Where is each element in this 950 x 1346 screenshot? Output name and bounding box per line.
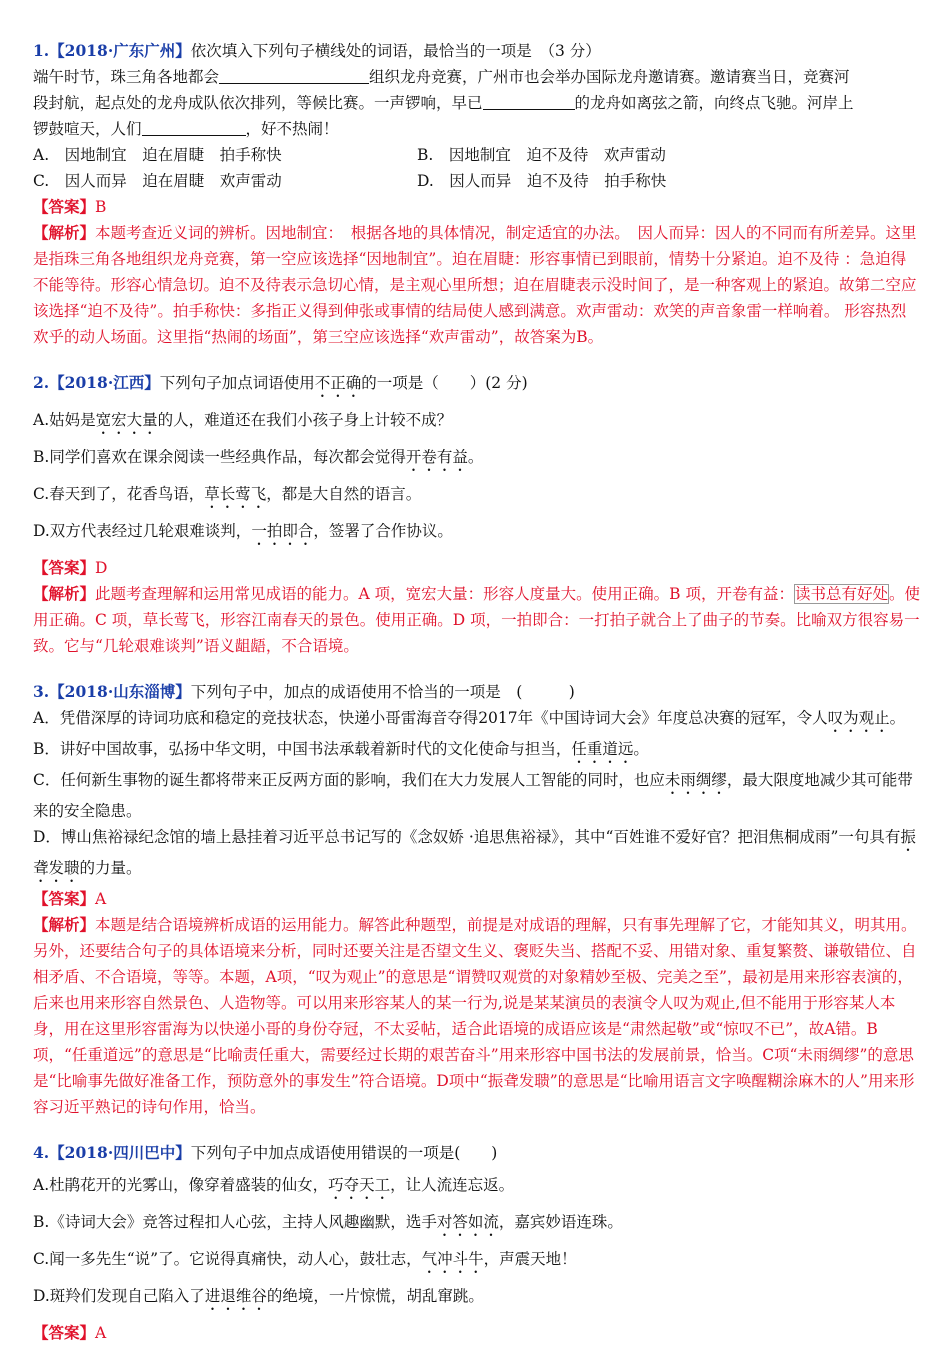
passage-text: 组织龙舟竞赛，广州市也会举办国际龙舟邀请赛。邀请赛当日，竞赛河 [369,68,850,86]
option-text: D．博山焦裕禄纪念馆的墙上悬挂着习近平总书记写的《念奴娇 ·追思焦裕禄》，其中“百姓谁不爱好官？把泪焦桐成雨”一句具有 [33,828,901,846]
answer-value: B [95,198,107,216]
dotted-idiom: 进退维谷 [204,1287,267,1305]
question-3 [33,679,921,1120]
option-text: ，签署了合作协议。 [313,522,453,540]
explanation-label: 【解析】 [33,915,96,934]
option-text: ，都是大自然的语言。 [266,485,422,503]
emphasized-word: 不正确 [314,374,362,392]
question-2-explanation [33,581,921,659]
explanation-label: 【解析】 [33,223,96,242]
question-1-options-row [33,142,921,168]
question-1-passage-line [33,90,921,116]
question-2-answer [33,555,921,581]
option-text: 。 [889,709,906,727]
option-text: C.闻一多先生“说”了。它说得真痛快，动人心，鼓壮志， [33,1250,422,1268]
explanation-text: 本题是结合语境辨析成语的运用能力。解答此种题型，前提是对成语的理解，只有事先理解了它，才能知其义，明其用。另外，还要结合句子的具体语境来分析，同时还要关注是否望文生义、褒贬失当、搭配不妥、用错对象、重复繁赘、谦敬错位、自相矛盾、不合语境，等等。本题，A项，“叹为观止”的意思是“谓赞叹观赏的对象精妙至极、完美之至”，最初是用来形容表演的，后来也用来形容自然景色、人造物等。可以用来形容某人的某一行为,说是某某演员的表演令人叹为观止,但不能用于形容某人本身，用在这里形容雷海为以快递小哥的身份夺冠，不太妥帖，适合此语境的成语应该是“肃然起敬”或“惊叹不已”，故A错。B项，“任重道远”的意思是“比喻责任重大，需要经过长期的艰苦奋斗”用来形容中国书法的发展前景，恰当。C项“未雨绸缪”的意思是“比喻事先做好准备工作，预防意外的事发生”符合语境。D项中“振聋发聩”的意思是“比喻用语言文字唤醒糊涂麻木的人”用来形容习近平熟记的诗句作用，恰当。 [33,916,917,1116]
explanation-text: 。使用正确。C 项，草长莺飞，形容江南春天的景色。使用正确。D 项，一拍即合：一打拍子就合上了曲子的节奏。比喻双方很容易一致。它与“几轮艰难谈判”语义龃龉，不合语境。 [33,585,920,655]
option-text: C．任何新生事物的诞生都将带来正反两方面的影响，我们在大力发展人工智能的同时，也应 [33,771,665,789]
question-3-stem [33,679,921,705]
answer-value: D [95,559,108,577]
prompt-text: 下列句子中加点成语使用错误的一项是( ) [190,1144,498,1162]
fill-blank-2 [483,92,575,110]
answer-label: 【答案】 [33,889,96,908]
option-text: 的绝境，一片惊慌，胡乱窜跳。 [266,1287,484,1305]
question-4-answer [33,1320,921,1346]
option-text: ，最大限度地减少其可能带来的安全隐患。 [33,771,913,820]
dotted-idiom: 对答如流 [436,1213,499,1231]
dotted-idiom: 巧夺天工 [328,1176,391,1194]
passage-text: 端午时节，珠三角各地都会 [33,68,220,86]
question-2-stem [33,370,921,401]
option-text: ，嘉宾妙语连珠。 [498,1213,623,1231]
option-b [33,736,921,767]
option-d: D. 因人而异 迫不及待 拍手称快 [417,172,667,190]
option-text: 。 [467,448,484,466]
option-b [33,1209,921,1240]
question-4-source-tag: 4.【2018·四川巴中】 [33,1143,191,1162]
explanation-label: 【解析】 [33,584,96,603]
option-c [33,481,921,512]
question-3-explanation [33,912,921,1120]
dotted-idiom: 宽宏大量 [95,411,158,429]
question-1-answer [33,194,921,220]
question-1-passage-line [33,116,921,142]
passage-text: ，好不热闹！ [245,120,339,138]
passage-text: 锣鼓喧天，人们 [33,120,142,138]
explanation-text: 此题考查理解和运用常见成语的能力。A 项，宽宏大量：形容人度量大。使用正确。B 项，开卷有益： [95,585,794,603]
explanation-text: 本题考查近义词的辨析。因地制宜： 根据各地的具体情况，制定适宜的办法。 因人而异：因人的不同而有所差异。这里是指珠三角各地组织龙舟竞赛，第一空应该选择“因地制宜”。迫在眉睫：形容事情已到眼前，情势十分紧迫。迫不及待 ：急迫得不能等待。形容心情急切。迫不及待表示急切心情，是主观心里所想；迫在眉睫表示没时间了，是一种客观上的紧迫。故第二空应该选择“迫不及待”。拍手称快：多指正义得到伸张或事情的结局使人感到满意。欢声雷动：欢笑的声音象雷一样响着。 形容热烈欢乎的动人场面。这里指“热闹的场面”，第三空应该选择“欢声雷动”，故答案为B。 [33,224,917,346]
option-d [33,824,921,886]
fill-blank-1 [219,66,369,84]
dotted-idiom: 未雨绸缪 [664,771,727,789]
option-c [33,767,921,824]
dotted-idiom: 一拍即合 [251,522,314,540]
option-text: A.杜鹃花开的光雾山，像穿着盛装的仙女， [33,1176,329,1194]
option-text: A．凭借深厚的诗词功底和稳定的竞技状态，快递小哥雷海音夺得2017年《中国诗词大会》年度总决赛的冠军，令人 [33,709,828,727]
dotted-idiom: 叹为观止 [827,709,890,727]
dotted-idiom: 气冲斗牛 [421,1250,484,1268]
question-1-explanation [33,220,921,350]
prompt-text: 的一项是（ ）(2 分) [361,374,528,392]
option-text: B．讲好中国故事，弘扬中华文明，中国书法承载着新时代的文化使命与担当， [33,740,572,758]
question-1-passage-line [33,64,921,90]
dotted-idiom: 开卷有益 [405,448,468,466]
question-2 [33,370,921,659]
option-text: ，声震天地！ [483,1250,577,1268]
question-1 [33,38,921,350]
option-text: D.斑羚们发现自己陷入了 [33,1287,205,1305]
option-text: A.姑妈是 [33,411,96,429]
prompt-text: 下列句子加点词语使用 [159,374,315,392]
answer-label: 【答案】 [33,558,96,577]
document-page [33,38,921,1346]
answer-label: 【答案】 [33,197,96,216]
option-d [33,1283,921,1314]
option-b [33,444,921,475]
question-3-answer [33,886,921,912]
dotted-idiom: 振聋发聩 [33,828,916,877]
option-text: ，让人流连忘返。 [390,1176,515,1194]
option-c [33,1246,921,1277]
option-text: 的人，难道还在我们小孩子身上计较不成？ [157,411,453,429]
dotted-idiom: 任重道远 [571,740,634,758]
question-1-stem [33,38,921,64]
question-4-stem [33,1140,921,1166]
answer-label: 【答案】 [33,1323,96,1342]
option-text: 的力量。 [79,859,142,877]
option-text: 。 [633,740,649,758]
option-text: B.《诗词大会》竞答过程扣人心弦，主持人风趣幽默，选手 [33,1213,437,1231]
question-1-prompt: 依次填入下列句子横线处的词语，最恰当的一项是 （3 分） [190,42,601,60]
option-text: B.同学们喜欢在课余阅读一些经典作品，每次都会觉得 [33,448,406,466]
boxed-phrase: 读书总有好处 [794,585,888,603]
answer-value: A [95,890,107,908]
option-a [33,1172,921,1203]
option-a [33,705,921,736]
dotted-idiom: 草长莺飞 [204,485,267,503]
option-c: C. 因人而异 迫在眉睫 欢声雷动 [33,172,282,190]
prompt-text: 下列句子中，加点的成语使用不恰当的一项是 ( ) [190,683,575,701]
option-a [33,407,921,438]
option-d [33,518,921,549]
fill-blank-3 [142,118,246,136]
question-4 [33,1140,921,1346]
passage-text: 的龙舟如离弦之箭，向终点飞驰。河岸上 [574,94,854,112]
passage-text: 段封航，起点处的龙舟成队依次排列，等候比赛。一声锣响，早已 [33,94,483,112]
option-a: A. 因地制宜 迫在眉睫 拍手称快 [33,146,282,164]
question-1-options-row [33,168,921,194]
question-1-source-tag: 1.【2018·广东广州】 [33,41,191,60]
option-text: D.双方代表经过几轮艰难谈判， [33,522,252,540]
question-3-source-tag: 3.【2018·山东淄博】 [33,682,191,701]
answer-value: A [95,1324,107,1342]
question-2-source-tag: 2.【2018·江西】 [33,373,160,392]
option-b: B. 因地制宜 迫不及待 欢声雷动 [417,146,666,164]
option-text: C.春天到了，花香鸟语， [33,485,205,503]
